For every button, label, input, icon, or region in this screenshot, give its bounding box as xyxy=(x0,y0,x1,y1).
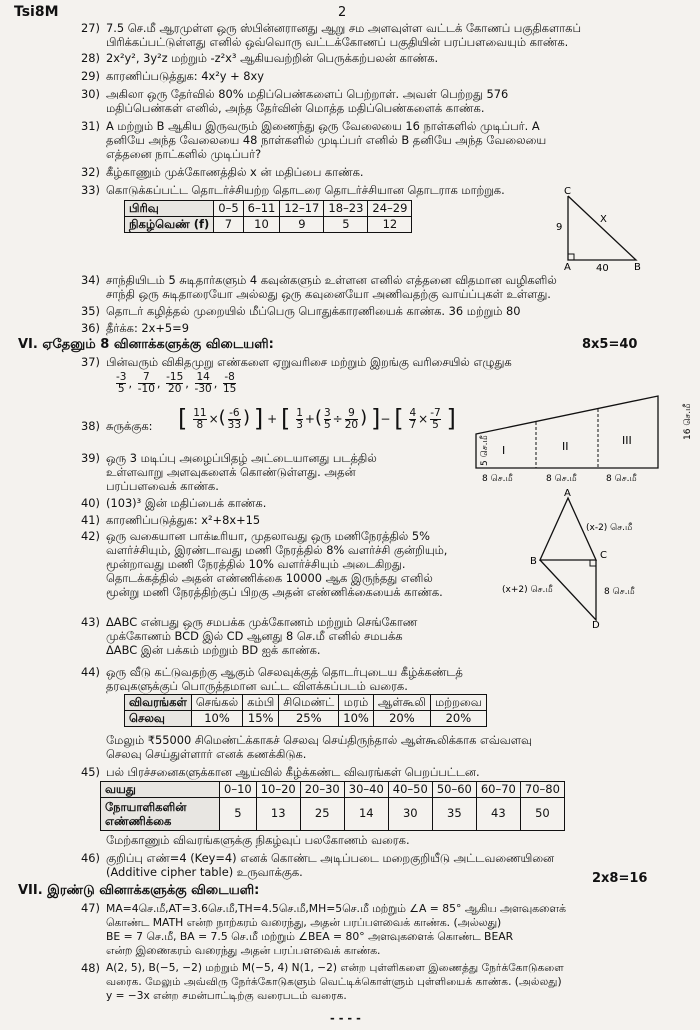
vertex-label: B xyxy=(530,556,537,567)
table-cell: 25% xyxy=(279,711,339,727)
question-number: 27) xyxy=(81,21,100,35)
question-text: ΔABC என்பது ஒரு சமபக்க முக்கோணம் மற்றும் செங்கோண xyxy=(106,615,418,629)
table-cell: 13 xyxy=(256,798,300,831)
question-text: சாந்தியிடம் 5 சுடிதார்களும் 4 கவுன்களும் உள்ளன எனில் எத்தனை விதமான வழிகளில் xyxy=(106,273,557,287)
vertex-label: C xyxy=(564,186,571,197)
question-number: 45) xyxy=(81,765,100,779)
table-cell: 35 xyxy=(432,798,476,831)
part-label: I xyxy=(502,444,506,457)
table-header: நோயாளிகளின் எண்ணிக்கை xyxy=(101,798,220,831)
question-number: 31) xyxy=(81,119,100,133)
side-label: 40 xyxy=(596,263,609,274)
vertex-label: C xyxy=(600,550,607,561)
triangle-abcd-figure xyxy=(500,488,650,630)
cost-table xyxy=(124,694,487,727)
table-header: பிரிவு xyxy=(125,201,214,217)
question-text: குறிப்பு எண்=4 (Key=4) எனக் கொண்ட அடிப்படை மறைகுறியீடு அட்டவணையினை xyxy=(106,851,555,865)
table-cell: 43 xyxy=(476,798,520,831)
question-text-line2: உள்ளவாறு அளவுகளைக் கொண்டுள்ளது. அதன் xyxy=(106,465,356,479)
table-cell: ஆள்கூலி xyxy=(373,695,430,711)
question-number: 34) xyxy=(81,273,100,287)
question-text-line2: தனியே அந்த வேலையை 48 நாள்களில் முடிப்பர் எனில் B தனியே அந்த வேலையை xyxy=(106,133,547,147)
question-text: பல் பிரச்சனைகளுக்கான ஆய்வில் கீழ்க்கண்ட விவரங்கள் பெறப்பட்டன. xyxy=(106,765,480,779)
side-label: X xyxy=(600,214,607,225)
question-text: ஒரு வீடு கட்டுவதற்கு ஆகும் செலவுக்குத் தொடர்புடைய கீழ்க்கண்டத் xyxy=(106,665,463,679)
question-number: 42) xyxy=(81,529,100,543)
question-text-line2: சாந்தி ஒரு சுடிதாரையோ அல்லது ஒரு கவுனையோ அணிவதற்கு வாய்ப்புகள் உள்ளது. xyxy=(106,287,551,301)
table-cell: 7 xyxy=(214,217,243,233)
side-label: 5 செ.மீ xyxy=(480,435,490,466)
question-text-line2: வரைக. மேலும் அவ்விரு நேர்க்கோடுகளும் வெட்டிக்கொள்ளும் புள்ளியைக் காண்க. (அல்லது) xyxy=(106,976,562,988)
question-text: ஒரு 3 மடிப்பு அழைப்பிதழ் அட்டையானது படத்தில் xyxy=(106,451,377,465)
table-cell: 10 xyxy=(243,217,280,233)
side-label: (x+2) செ.மீ xyxy=(502,585,553,595)
question-text: தொடர் கழித்தல் முறையில் மீப்பெரு பொதுக்காரணியைக் காண்க. 36 மற்றும் 80 xyxy=(106,304,521,318)
question-number: 37) xyxy=(81,355,100,369)
table-cell: 15% xyxy=(243,711,279,727)
question-text: 2x²y², 3y²z மற்றும் -z²x³ ஆகியவற்றின் பெருக்கற்பலன் காண்க. xyxy=(106,51,439,65)
page-end-marker: - - - - xyxy=(330,1011,361,1025)
right-triangle-figure xyxy=(548,184,648,274)
question-number: 47) xyxy=(81,901,100,915)
question-text-line2: பிரிக்கப்பட்டுள்ளது எனில் ஒவ்வொரு வட்டக்கோணப் பகுதியின் பரப்பளவையும் காண்க. xyxy=(106,35,569,49)
section-7-title: VII. இரண்டு வினாக்களுக்கு விடையளி: xyxy=(18,883,260,898)
question-text-line3: y = −3x என்ற சமன்பாட்டிற்கு வரைபடம் வரைக. xyxy=(106,990,347,1002)
table-cell: 5 xyxy=(220,798,257,831)
table-cell: 20–30 xyxy=(300,782,344,798)
section-7-marks: 2x8=16 xyxy=(592,871,648,886)
fraction: $\frac{7}{-10}$ xyxy=(137,371,155,395)
question-text-line2: மேற்காணும் விவரங்களுக்கு நிகழ்வுப் பலகோணம் வரைக. xyxy=(106,833,410,847)
question-text-line4: என்ற இணைகரம் வரைந்து அதன் பரப்பளவைக் காண்க. xyxy=(106,944,381,957)
page-number: 2 xyxy=(338,5,347,20)
side-label: 8 செ.மீ xyxy=(604,587,635,597)
table-cell: 40–50 xyxy=(388,782,432,798)
part-label: III xyxy=(622,434,632,447)
simplify-expression: [ $\frac{11}{8}$ ×( $\frac{-6}{33}$ ) ] + [ $\frac{1}{3}$ +( $\frac{3}{5}$ ÷ $\frac{9}{20}$ ) ]− [ $\frac{4}{7}$ × $\frac{-7}{5}$ ] xyxy=(178,404,456,433)
table-cell: 6–11 xyxy=(243,201,280,217)
question-text: பின்வரும் விகிதமுறு எண்களை ஏறுவரிசை மற்றும் இறங்கு வரிசையில் எழுதுக xyxy=(106,355,512,369)
table-header: நிகழ்வெண் (f) xyxy=(125,217,214,233)
table-cell: 20% xyxy=(430,711,486,727)
fraction: $\frac{-3}{5}$ xyxy=(116,371,127,395)
question-text-line3: மேலும் ₹55000 சிமெண்ட்க்காகச் செலவு செய்திருந்தால் ஆள்கூலிக்காக எவ்வளவு xyxy=(106,733,532,747)
question-text-line3: பரப்பளவைக் காண்க. xyxy=(106,479,219,493)
question-text: ஒரு வகையான பாக்டீரியா, முதலாவது ஒரு மணிநேரத்தில் 5% xyxy=(106,529,430,543)
side-label: 16 செ.மீ xyxy=(683,403,693,440)
table-cell: சிமெண்ட் xyxy=(279,695,339,711)
question-number: 46) xyxy=(81,851,100,865)
question-number: 41) xyxy=(81,513,100,527)
question-number: 33) xyxy=(81,183,100,197)
table-cell: 10% xyxy=(339,711,374,727)
section-6-title: VI. ஏதேனும் 8 வினாக்களுக்கு விடையளி: xyxy=(18,337,274,352)
question-text: சுருக்குக: xyxy=(106,419,153,433)
question-number: 38) xyxy=(81,419,100,433)
vertex-label: A xyxy=(564,262,571,273)
question-text-line3: ΔABC இன் பக்கம் மற்றும் BD ஐக் காண்க. xyxy=(106,643,321,657)
fraction: $\frac{-8}{15}$ xyxy=(222,371,237,395)
base-label: 8 செ.மீ xyxy=(606,474,637,484)
table-cell: கம்பி xyxy=(243,695,279,711)
table-cell: 60–70 xyxy=(476,782,520,798)
base-label: 8 செ.மீ xyxy=(482,474,513,484)
question-text-line4: செலவு செய்துள்ளார் எனக் கணக்கிடுக. xyxy=(106,747,307,761)
question-number: 44) xyxy=(81,665,100,679)
table-cell: 0–10 xyxy=(220,782,257,798)
question-text: கீழ்காணும் முக்கோணத்தில் x ன் மதிப்பை காண்க. xyxy=(106,165,364,179)
trapezium-figure xyxy=(458,384,693,484)
table-cell: 18–23 xyxy=(324,201,368,217)
question-text-line3: BE = 7 செ.மீ, BA = 7.5 செ.மீ மற்றும் ∠BEA = 80° அளவுகளைக் கொண்ட BEAR xyxy=(106,930,514,943)
dental-table xyxy=(100,781,565,831)
table-cell: 12 xyxy=(368,217,412,233)
vertex-label: A xyxy=(564,488,571,499)
table-cell: 20% xyxy=(373,711,430,727)
section-6-marks: 8x5=40 xyxy=(582,337,638,352)
question-text-line2: வளர்ச்சியும், இரண்டாவது மணி நேரத்தில் 8% வளர்ச்சி குன்றியும், xyxy=(106,543,448,557)
table-cell: 24–29 xyxy=(368,201,412,217)
table-cell: 10% xyxy=(191,711,242,727)
table-cell: 0–5 xyxy=(214,201,243,217)
table-cell: 30–40 xyxy=(344,782,388,798)
table-cell: மற்றவை xyxy=(430,695,486,711)
question-text: காரணிப்படுத்துக: x²+8x+15 xyxy=(106,513,261,527)
question-number: 35) xyxy=(81,304,100,318)
table-cell: 10–20 xyxy=(256,782,300,798)
question-text: 7.5 செ.மீ ஆரமுள்ள ஒரு ஸ்பின்னரானது ஆறு சம அளவுள்ள வட்டக் கோணப் பகுதிகளாகப் xyxy=(106,21,581,35)
question-text-line2: முக்கோணம் BCD இல் CD ஆனது 8 செ.மீ எனில் சமபக்க xyxy=(106,629,403,643)
question-text: MA=4செ.மீ,AT=3.6செ.மீ,TH=4.5செ.மீ,MH=5செ.மீ மற்றும் ∠A = 85° ஆகிய அளவுகளைக் xyxy=(106,902,566,915)
question-text-line2: (Additive cipher table) உருவாக்குக. xyxy=(106,865,303,879)
question-number: 28) xyxy=(81,51,100,65)
table-cell: 25 xyxy=(300,798,344,831)
table-header: விவரங்கள் xyxy=(125,695,192,711)
question-number: 36) xyxy=(81,321,100,335)
paper-code: Tsi8M xyxy=(14,4,59,20)
table-cell: செங்கல் xyxy=(191,695,242,711)
side-label: (x-2) செ.மீ xyxy=(586,523,633,533)
vertex-label: B xyxy=(634,262,641,273)
question-text: A மற்றும் B ஆகிய இருவரும் இணைந்து ஒரு வேலையை 16 நாள்களில் முடிப்பர். A xyxy=(106,119,540,133)
question-number: 39) xyxy=(81,451,100,465)
frequency-table xyxy=(124,200,412,233)
question-text-line5: மூன்று மணி நேரத்திற்குப் பிறகு அதன் எண்ணிக்கையைக் காண்க. xyxy=(106,585,443,599)
question-text: கொடுக்கப்பட்ட தொடர்ச்சியற்ற தொடரை தொடர்ச்சியான தொடராக மாற்றுக. xyxy=(106,183,505,197)
question-text: (103)³ இன் மதிப்பைக் காண்க. xyxy=(106,496,267,510)
question-text-line4: தொடக்கத்தில் அதன் எண்ணிக்கை 10000 ஆக இருந்தது எனில் xyxy=(106,571,433,585)
table-cell: 5 xyxy=(324,217,368,233)
table-cell: 50 xyxy=(520,798,564,831)
question-text-line2: மதிப்பெண்கள் எனில், அந்த தேர்வின் மொத்த மதிப்பெண்களைக் காண்க. xyxy=(106,101,485,115)
table-cell: 70–80 xyxy=(520,782,564,798)
table-cell: 14 xyxy=(344,798,388,831)
question-number: 32) xyxy=(81,165,100,179)
question-number: 43) xyxy=(81,615,100,629)
fraction: $\frac{-15}{20}$ xyxy=(166,371,184,395)
table-cell: மரம் xyxy=(339,695,374,711)
question-text-line2: கொண்ட MATH என்ற நாற்கரம் வரைந்து, அதன் பரப்பளவைக் காண்க. (அல்லது) xyxy=(106,916,502,929)
vertex-label: D xyxy=(592,620,600,631)
question-number: 29) xyxy=(81,69,100,83)
fraction: $\frac{14}{-30}$ xyxy=(194,371,212,395)
question-text: அகிலா ஒரு தேர்வில் 80% மதிப்பெண்களைப் பெற்றாள். அவள் பெற்றது 576 xyxy=(106,87,509,101)
table-cell: 9 xyxy=(280,217,324,233)
table-header: வயது xyxy=(101,782,220,798)
base-label: 8 செ.மீ xyxy=(546,474,577,484)
part-label: II xyxy=(562,440,569,453)
fraction-list: $\frac{-3}{5}$ , $\frac{7}{-10}$ , $\frac{-15}{20}$ , $\frac{14}{-30}$ , $\frac{-8}{15}$ xyxy=(116,371,237,395)
question-number: 40) xyxy=(81,496,100,510)
table-header: செலவு xyxy=(125,711,192,727)
question-text-line3: மூன்றாவது மணி நேரத்தில் 10% வளர்ச்சியும் அடைகிறது. xyxy=(106,557,406,571)
table-cell: 50–60 xyxy=(432,782,476,798)
question-number: 30) xyxy=(81,87,100,101)
question-text-line3: எத்தனை நாட்களில் முடிப்பர்? xyxy=(106,147,262,161)
question-text-line2: தரவுகளுக்குப் பொருத்தமான வட்ட விளக்கப்படம் வரைக. xyxy=(106,679,408,693)
question-text: தீர்க்க: 2x+5=9 xyxy=(106,321,189,335)
table-cell: 30 xyxy=(388,798,432,831)
side-label: 9 xyxy=(556,222,563,233)
question-number: 48) xyxy=(81,961,100,975)
question-text: காரணிப்படுத்துக: 4x²y + 8xy xyxy=(106,69,265,83)
table-cell: 12–17 xyxy=(280,201,324,217)
question-text: A(2, 5), B(−5, −2) மற்றும் M(−5, 4) N(1, −2) என்ற புள்ளிகளை இணைத்து நேர்க்கோடுகளை xyxy=(106,962,564,974)
